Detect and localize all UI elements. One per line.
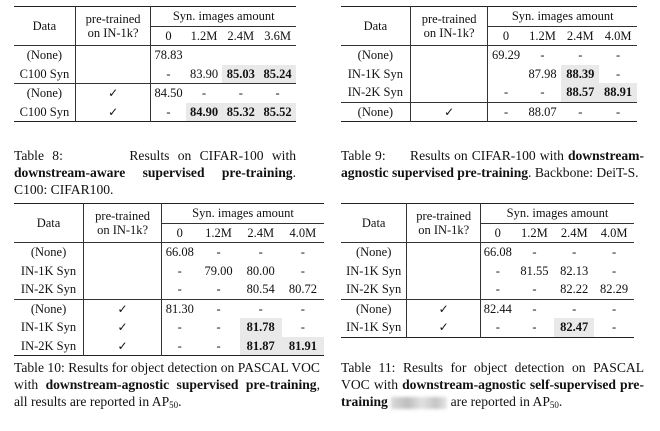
amount-col-header: 0 — [176, 225, 183, 240]
value-cell: - — [166, 66, 171, 81]
header-syn-amount: Syn. images amount — [488, 7, 637, 27]
value-cell: 85.24 — [259, 65, 296, 84]
table-9-caption: Table 9: Results on CIFAR-100 with downstream-agnostic supervised pre-training. Backbone: DeiT-S. — [341, 148, 645, 180]
row-pretrained-cell — [84, 337, 162, 356]
row-pretrained-cell — [410, 65, 488, 84]
value-cell: - — [300, 320, 305, 334]
value-cell: 82.44 — [481, 299, 515, 318]
row-pretrained-cell — [410, 83, 488, 102]
value-cell: 85.03 — [222, 65, 259, 84]
row-pretrained-cell — [407, 299, 481, 318]
table-row — [14, 299, 324, 318]
value-cell: 81.87 — [240, 337, 282, 356]
check-icon: ✓ — [438, 320, 449, 334]
header-pretrained — [75, 7, 151, 46]
amount-col-header: 2.4M — [247, 225, 275, 240]
table-row — [341, 102, 637, 122]
row-data-label: (None) — [341, 299, 407, 318]
row-data-label: IN-1K Syn — [14, 262, 84, 281]
value-cell: - — [166, 104, 171, 119]
check-icon: ✓ — [117, 338, 128, 353]
value-cell: 82.13 — [560, 263, 589, 278]
row-data-label: (None) — [14, 84, 75, 103]
table-9 — [341, 6, 637, 122]
value-cell: - — [186, 84, 223, 103]
check-icon: ✓ — [108, 104, 119, 119]
table-row — [341, 318, 634, 337]
table-row — [341, 46, 637, 65]
header-syn-amount: Syn. images amount — [162, 204, 324, 224]
value-cell: - — [300, 263, 305, 278]
value-cell: - — [216, 320, 221, 334]
value-cell: 69.29 — [488, 46, 524, 65]
amount-col-header: 3.6M — [264, 28, 291, 43]
value-cell: - — [594, 299, 634, 318]
value-cell: 81.78 — [240, 318, 282, 337]
value-cell: - — [532, 320, 537, 334]
check-icon: ✓ — [117, 301, 128, 316]
table-row — [14, 103, 296, 122]
value-cell: - — [240, 299, 282, 318]
value-cell: 66.08 — [481, 243, 515, 262]
value-cell: - — [554, 243, 594, 262]
amount-col-header: 4.0M — [604, 28, 632, 43]
table-row — [14, 84, 296, 103]
value-cell: 80.00 — [246, 263, 275, 278]
row-data-label: (None) — [341, 102, 410, 122]
amount-col-header: 2.4M — [227, 28, 255, 43]
table-row — [341, 243, 634, 262]
amount-col-header: 2.4M — [560, 225, 588, 240]
amount-col-header: 4.0M — [289, 225, 317, 240]
value-cell: 85.52 — [259, 103, 296, 122]
header-data: Data — [14, 204, 84, 243]
header-pretrained-line1: pre-trained — [421, 12, 477, 26]
value-cell: 79.00 — [204, 263, 233, 278]
row-pretrained-cell — [410, 102, 488, 122]
header-pretrained — [410, 7, 488, 46]
value-cell: 80.54 — [246, 282, 275, 296]
row-pretrained-cell — [407, 262, 481, 281]
value-cell: 83.90 — [189, 66, 219, 81]
row-data-label: IN-1K Syn — [14, 318, 84, 337]
value-cell — [488, 65, 524, 84]
value-cell: - — [216, 282, 221, 296]
row-pretrained-cell — [407, 243, 481, 262]
row-pretrained-cell — [84, 262, 162, 281]
value-cell: - — [594, 243, 634, 262]
value-cell: 80.72 — [288, 282, 317, 296]
value-cell — [222, 46, 259, 65]
row-data-label: IN-2K Syn — [14, 280, 84, 299]
value-cell: - — [177, 282, 182, 296]
header-data: Data — [341, 204, 407, 243]
row-data-label: IN-2K Syn — [341, 280, 407, 299]
row-pretrained-cell — [75, 65, 151, 84]
amount-col-header: 1.2M — [529, 28, 556, 43]
value-cell: - — [561, 46, 599, 65]
header-pretrained-line2: on IN-1k? — [423, 26, 475, 40]
row-data-label: IN-1K Syn — [341, 262, 407, 281]
table-row — [341, 280, 634, 299]
value-cell: 82.29 — [600, 282, 629, 296]
value-cell: 81.30 — [162, 299, 198, 318]
value-cell: - — [540, 85, 545, 99]
header-pretrained — [407, 204, 481, 243]
table-row — [341, 83, 637, 102]
value-cell: - — [611, 320, 617, 334]
value-cell: - — [240, 243, 282, 262]
value-cell: - — [222, 84, 259, 103]
value-cell: - — [177, 338, 182, 353]
value-cell: 66.08 — [162, 243, 198, 262]
table-row — [14, 65, 296, 84]
value-cell: - — [599, 46, 637, 65]
value-cell: 85.32 — [222, 103, 259, 122]
value-cell: - — [488, 102, 524, 122]
row-pretrained-cell — [75, 84, 151, 103]
header-pretrained-line2: on IN-1k? — [97, 223, 149, 237]
value-cell: - — [515, 243, 555, 262]
table-row — [14, 262, 324, 281]
value-cell: - — [554, 299, 594, 318]
row-data-label: (None) — [14, 46, 75, 65]
value-cell: - — [561, 102, 599, 122]
table-row — [341, 299, 634, 318]
table-row — [14, 318, 324, 337]
value-cell — [186, 46, 223, 65]
table-row — [14, 243, 324, 262]
table-8 — [14, 6, 296, 122]
row-data-label: (None) — [14, 243, 84, 262]
amount-col-header: 1.2M — [521, 225, 548, 240]
amount-col-header: 4.0M — [600, 225, 628, 240]
row-data-label: IN-2K Syn — [341, 83, 410, 102]
value-cell: - — [503, 85, 509, 99]
blurred-text — [391, 397, 447, 409]
value-cell: - — [197, 243, 239, 262]
value-cell: 82.47 — [554, 318, 594, 337]
value-cell: 78.83 — [151, 46, 186, 65]
row-pretrained-cell — [84, 243, 162, 262]
value-cell: - — [616, 66, 621, 81]
row-data-label: C100 Syn — [14, 65, 75, 84]
header-pretrained-line2: on IN-1k? — [87, 26, 139, 40]
value-cell: - — [495, 282, 500, 296]
value-cell: 88.57 — [561, 83, 599, 102]
value-cell: - — [177, 263, 182, 278]
header-pretrained-line2: on IN-1k? — [418, 223, 470, 237]
value-cell: - — [515, 299, 555, 318]
value-cell: 88.91 — [599, 83, 637, 102]
header-pretrained-line1: pre-trained — [85, 12, 141, 26]
table-row — [14, 46, 296, 65]
value-cell: 87.98 — [528, 66, 557, 81]
value-cell: - — [532, 282, 537, 296]
value-cell: - — [177, 320, 182, 334]
value-cell: - — [282, 243, 324, 262]
value-cell: - — [611, 263, 617, 278]
header-syn-amount: Syn. images amount — [481, 204, 634, 224]
amount-col-header: 0 — [165, 28, 172, 43]
value-cell: 81.55 — [520, 263, 549, 278]
value-cell: - — [599, 102, 637, 122]
amount-col-header: 1.2M — [205, 225, 232, 240]
row-data-label: (None) — [14, 299, 84, 318]
table-row — [14, 337, 324, 356]
value-cell: - — [524, 46, 562, 65]
amount-col-header: 0 — [494, 225, 501, 240]
row-data-label: (None) — [341, 46, 410, 65]
row-data-label: IN-1K Syn — [341, 65, 410, 84]
table-11-caption: Table 11: Results for object detection on PASCAL VOC with downstream-agnostic self-supervised pre-training are reported in $AP_{50}$. — [341, 360, 645, 410]
table-row — [14, 280, 324, 299]
table-row — [341, 65, 637, 84]
row-data-label: IN-2K Syn — [14, 337, 84, 356]
value-cell: 82.22 — [560, 282, 589, 296]
table-11 — [341, 203, 634, 338]
row-pretrained-cell — [75, 103, 151, 122]
row-pretrained-cell — [407, 280, 481, 299]
row-pretrained-cell — [75, 46, 151, 65]
table-row — [341, 262, 634, 281]
value-cell: - — [216, 338, 221, 353]
header-pretrained-line1: pre-trained — [95, 209, 150, 223]
value-cell: 88.39 — [561, 65, 599, 84]
value-cell: 88.07 — [524, 102, 562, 122]
check-icon: ✓ — [444, 104, 455, 119]
value-cell: - — [495, 263, 500, 278]
value-cell: - — [259, 84, 296, 103]
value-cell: 84.90 — [186, 103, 223, 122]
header-data: Data — [341, 7, 410, 46]
check-icon: ✓ — [438, 301, 449, 316]
value-cell: - — [495, 320, 500, 334]
row-data-label: (None) — [341, 243, 407, 262]
check-icon: ✓ — [117, 320, 128, 334]
row-pretrained-cell — [407, 318, 481, 337]
row-data-label: C100 Syn — [14, 103, 75, 122]
table-10-caption: Table 10: Results for object detection on PASCAL VOC with downstream-agnostic supervised pre-training, all results are reported in $AP_{50}$. — [14, 360, 321, 410]
table-8-caption: Table 8: Results on CIFAR-100 with downstream-aware supervised pre-training. C100: CIFAR100. — [14, 148, 297, 197]
amount-col-header: 2.4M — [566, 28, 594, 43]
value-cell — [259, 46, 296, 65]
table-10 — [14, 203, 324, 356]
row-pretrained-cell — [84, 299, 162, 318]
amount-col-header: 0 — [502, 28, 510, 43]
header-syn-amount: Syn. images amount — [151, 7, 296, 27]
header-pretrained — [84, 204, 162, 243]
check-icon: ✓ — [108, 86, 119, 100]
header-pretrained-line1: pre-trained — [416, 209, 472, 223]
row-pretrained-cell — [84, 280, 162, 299]
value-cell: 84.50 — [151, 84, 186, 103]
value-cell: - — [197, 299, 239, 318]
row-data-label: IN-1K Syn — [341, 318, 407, 337]
value-cell: - — [282, 299, 324, 318]
value-cell: 81.91 — [282, 337, 324, 356]
amount-col-header: 1.2M — [190, 28, 218, 43]
row-pretrained-cell — [84, 318, 162, 337]
row-pretrained-cell — [410, 46, 488, 65]
header-data: Data — [14, 7, 75, 46]
